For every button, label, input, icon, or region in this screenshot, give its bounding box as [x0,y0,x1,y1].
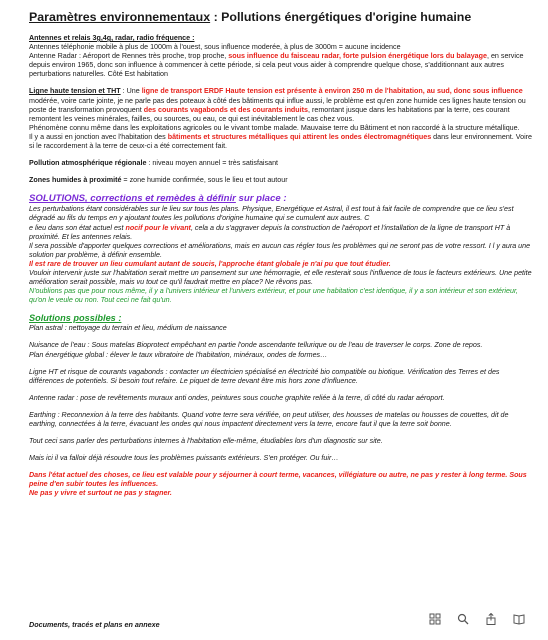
pollution-line: Pollution atmosphérique régionale : niveau moyen annuel = très satisfaisant [29,159,279,168]
possibles-tout: Tout ceci sans parler des perturbations internes à l'habitation elle-même, étudiables lors d'un diagnostic sur site. [29,437,383,446]
solutions-title: SOLUTIONS, corrections et remèdes à définir sur place : [29,193,287,205]
solutions-l1: Les perturbations étant considérables sur le lieu sur tous les plans. Physique, Energétique et Astral, il est tout à fait facile de comprendre que ce lieu s'est dégradé au fils du temps en y ajoutant toutes les pollutions d'origine humaine qui se cumulent aux autres. C [29,205,514,223]
solutions-l3: Il sera possible d'apporter quelques corrections et améliorations, mais en aucun cas régler tous les problèmes qui ne seront pas de votre ressort. I l y aura une solution par problème, à définir ensemble. [29,241,531,259]
antennes-heading: Antennes et relais 3g,4g, radar, radio fréquence : [29,34,195,42]
ligne-batiments: Il y a aussi en jonction avec l'habitation des bâtiments et structures métalliques qui attirent les ondes électromagnétiques dans leur environnement. Voire si le raccordement à la terre de ceux-ci a été correctement fait. [29,132,533,151]
ligne-paragraph: Ligne haute tension et THT : Une ligne de transport ERDF Haute tension est présente à environ 250 m de l'habitation, au sud, donc sous influence modérée, voire carte jointe, je ne parle pas des poteaux à côté des bâtiments qui influe aussi, le problème est qu'en zone humide ces lignes haute tension ou poste de transformation provoquent des courants vagabonds et des courants induits, remontant jusque dans les habitations par la terre, ces courant remontent les veines minérales, failles, ou sources, ou eau, ce qui est inévitablement le cas chez vous. [29,87,526,123]
possibles-final1: Dans l'état actuel des choses, ce lieu est valable pour y séjourner à court terme, vacances, villégiature ou autre, ne pas y rester à long terme. Sous peine d'en subir toutes les influences. [29,471,527,489]
document-page [29,10,534,499]
possibles-eau1: Nuisance de l'eau : Sous matelas Bioprotect empêchant en partie l'onde ascendante tellurique ou de l'eau de traverser le corps. Zone de repos. [29,341,483,350]
solutions-l2: e lieu dans son état actuel est nocif pour le vivant, cela a du s'aggraver depuis la construction de l'aéroport et l'installation de la ligne de transport HT à proximité. Et les antennes relais. [29,223,511,241]
grid-icon[interactable] [428,612,442,626]
book-icon[interactable] [512,612,526,626]
share-icon[interactable] [484,612,498,626]
possibles-radar: Antenne radar : pose de revêtements muraux anti ondes, peintures sous couche graphite reliée à la terre, di côté du radar aéroport. [29,393,445,402]
antennes-radar: Antenne Radar : Aéroport de Rennes très proche, trop proche, sous influence du faisceau radar, forte pulsion énergétique lors du balayage, en service depuis environ 1965, donc son influence à commencer à cette période, si cela peut vous aider à comprendre quelque chose, s'additionnant aux autres perturbations naturelles. Côté Est habitation [29,52,524,79]
page-title: Paramètres environnementaux : Pollutions énergétiques d'origine humaine [29,10,472,24]
reader-toolbar [428,612,526,626]
antennes-line1: Antennes téléphonie mobile à plus de 1000m à l'ouest, sous influence moderée, à plus de 3000m = aucune incidence [29,43,401,52]
search-icon[interactable] [456,612,470,626]
solutions-l4: Il est rare de trouver un lieu cumulant autant de soucis, l'approche étant globale je n'ai pu que tout étudier. [29,259,391,268]
possibles-ht: Ligne HT et risque de courants vagabonds : contacter un électricien spécialisé en électricité bio compatible ou biotique. Vérification des Terres et des différences de potentiels. Si besoin tout refaire. Le piquet de terre devant être mis hors zone d'influence. [29,367,500,385]
solutions-l5: Vouloir intervenir juste sur l'habitation serait mettre un pansement sur une hémorragie, et elle resterait sous l'influence de tous le facteurs extérieurs. Une petite amélioration serait possible, mais vu tout ce qu'il faudrait mettre en place? Ne rêvons pas. [29,268,532,287]
possibles-astral: Plan astral : nettoyage du terrain et lieu, médium de naissance [29,324,227,333]
possibles-eau2: Plan énergétique global : élever le taux vibratoire de l'habitation, minéraux, ondes de formes… [29,350,328,359]
solutions-l6: N'oublions pas que pour nous même, il y a l'univers intérieur et l'univers extérieur, et pour une habitation c'est identique, il y a son intérieur et son extérieur, qu'on le veule ou non. Tout ceci ne fait qu'un. [29,287,518,305]
possibles-mais: Mais ici il va falloir déjà résoudre tous les problèmes puissants extérieurs. S'en protéger. Ou fuir… [29,454,339,463]
annex-note: Documents, tracés et plans en annexe [29,620,160,629]
possibles-earthing: Earthing : Reconnexion à la terre des habitants. Quand votre terre sera vérifiée, on peut utiliser, des housses de matelas ou housses de couettes, dit de earthing, connectées à la terre, évacuant les ondes qui nous impactent directement vers la terre, encore faut il que la terre soit bonne. [29,410,509,428]
solutions-possibles-title: Solutions possibles : [29,313,122,324]
ligne-phenomene: Phénomène connu même dans les exploitations agricoles ou le vivant tombe malade. Mauvaise terre du Bâtiment et non raccordé à la structure métallique. [29,123,520,132]
possibles-final2: Ne pas y vivre et surtout ne pas y stagner. [29,489,172,498]
zones-line: Zones humides à proximité = zone humide confirmée, sous le lieu et tout autour [29,176,288,185]
